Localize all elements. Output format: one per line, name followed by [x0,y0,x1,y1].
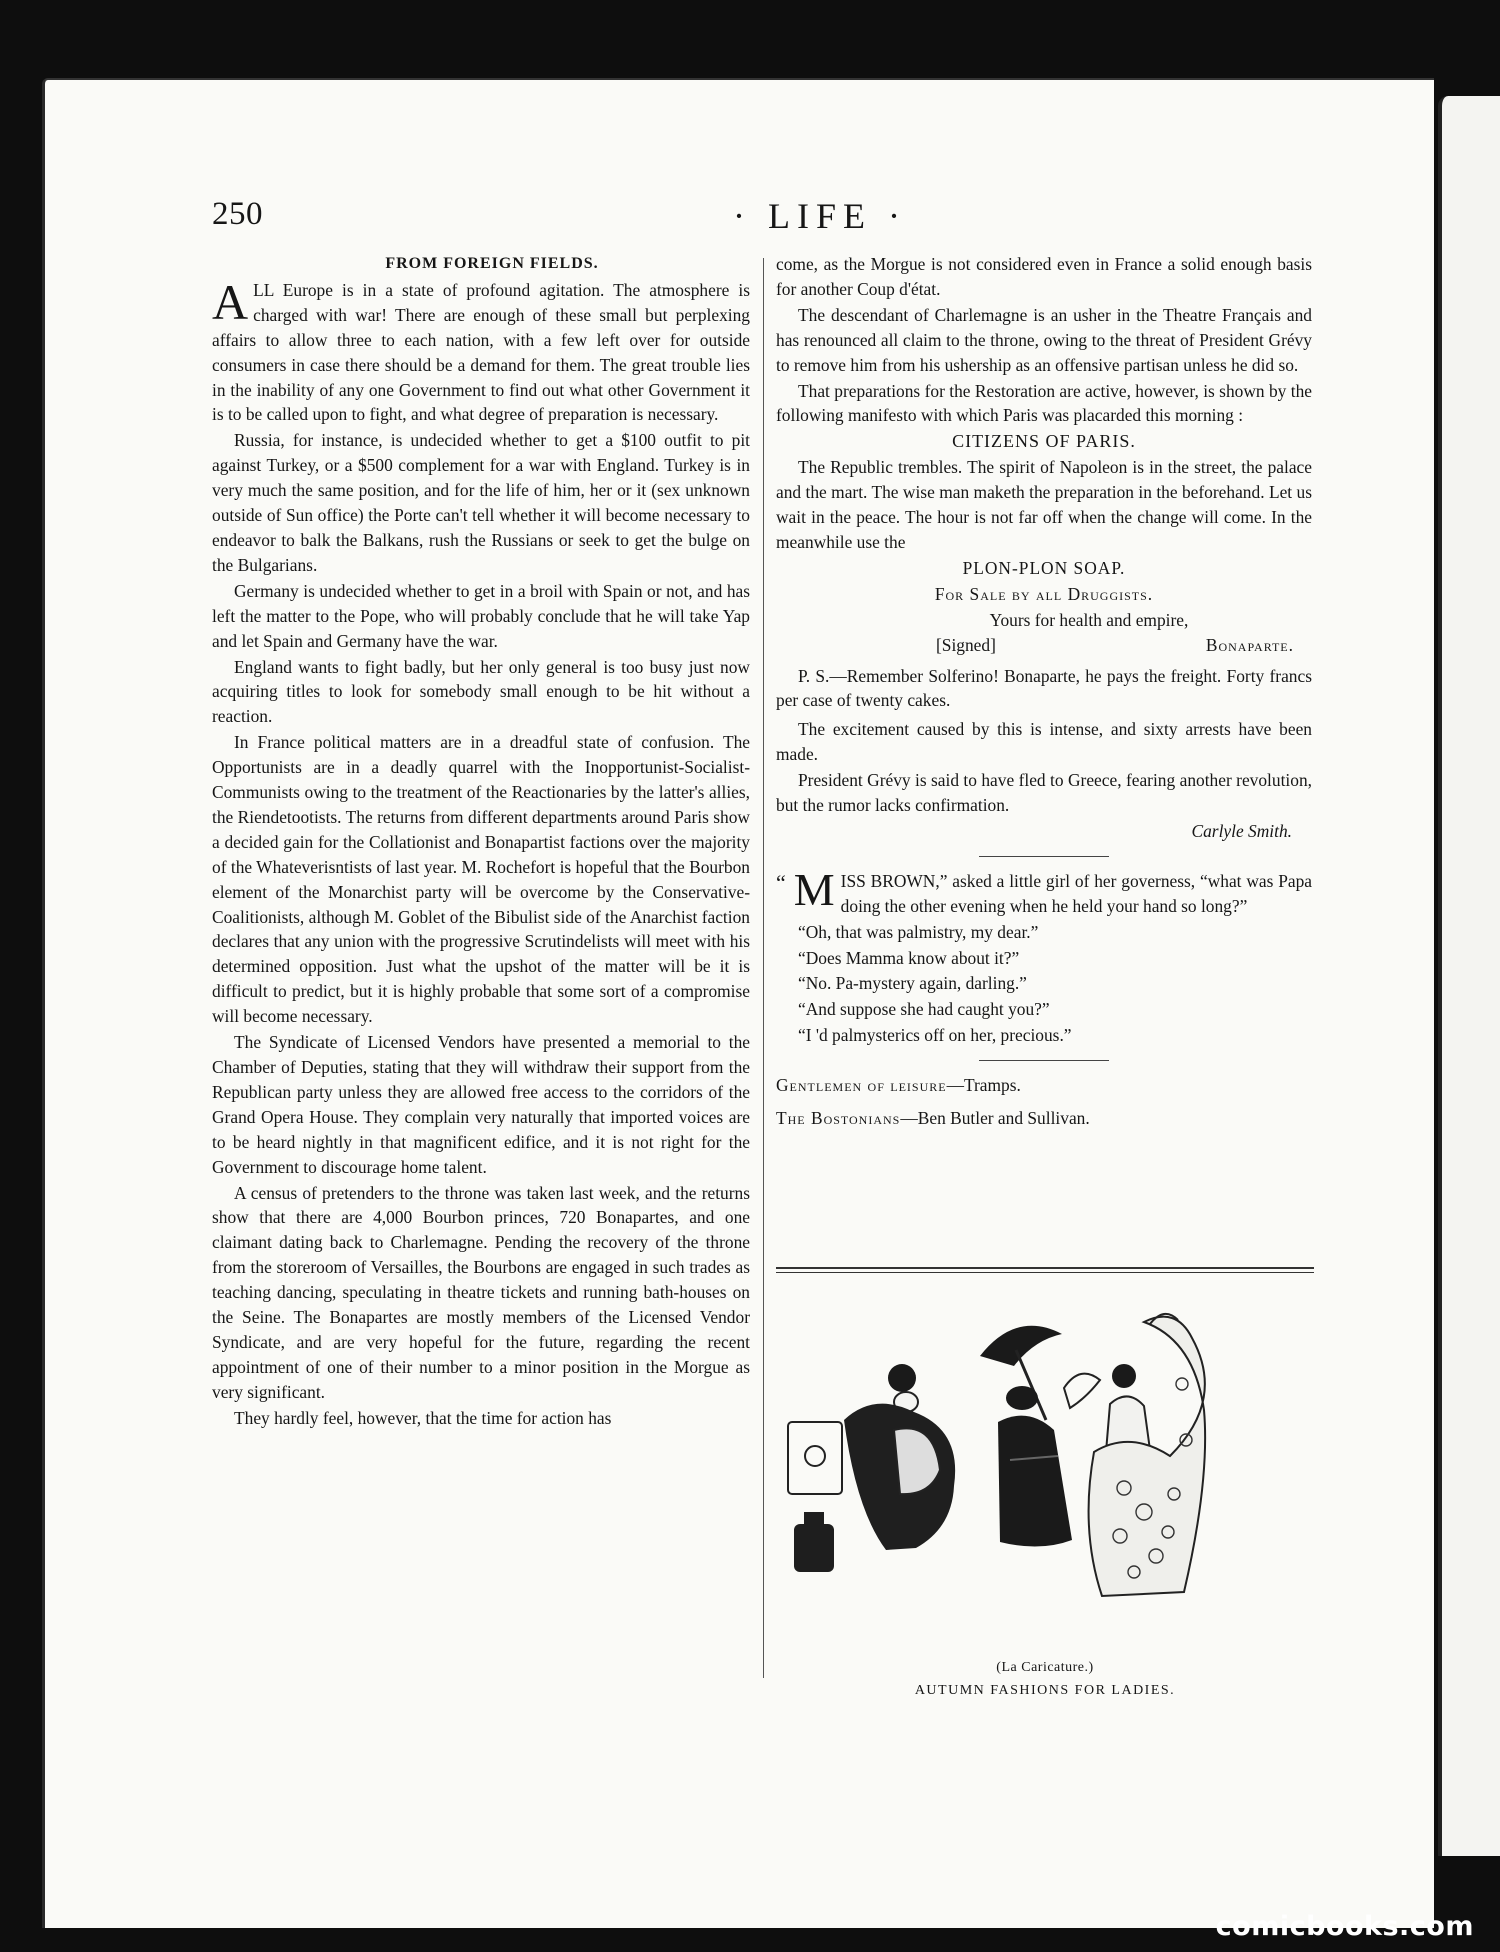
drop-cap: A [212,273,249,330]
label-card [788,1422,842,1494]
figure-middle-dress [998,1416,1072,1547]
article-paragraph: In France political matters are in a dreadful state of confusion. The Opportunists are in a deadly quarrel with the Inopportunist-Socialist-Communists owing to the treatment of the Reactionaries by the latter's allies, the Riendetootists. The returns from different departments around Paris show a decided gain for the Collationist and Bonapartist factions over the majority of the Whateverisntists of last year. M. Rochefort is hopeful that the Bourbon element of the Monarchist party will be overcome by the Conservative-Coalitionists, although M. Goblet of the Bibulist side of the Anarchist faction declares that any union with the progressive Scrutindelists will meet with his determined opposition. Just what the upshot of the matter will be it is difficult to predict, but it is highly probable that some sort of a compromise will become necessary. [212,732,750,1027]
signer-name: Bonaparte. [1205,634,1294,655]
hat-middle [1006,1386,1038,1410]
hand-fan [1064,1374,1100,1408]
double-rule [776,1267,1314,1273]
miss-brown-paragraph [776,863,1312,919]
dialogue-line: “And suppose she had caught you?” [798,999,1050,1020]
column-divider [763,258,764,1678]
article-paragraph: come, as the Morgue is not considered even in France a solid enough basis for another Coup d'état. [776,254,1312,299]
article-paragraph: The descendant of Charlemagne is an usher in the Theatre Français and has renounced all claim to the throne, owing to the threat of President Grévy to remove him from his ushership as an offensive partisan unless he did so. [776,304,1312,375]
section-rule [979,856,1109,857]
article-paragraph: The Syndicate of Licensed Vendors have presented a memorial to the Chamber of Deputies, stating that they will withdraw their support from the Republican party unless they are allowed free access to the corridors of the Grand Opera House. They complain very naturally that imported voices are to be heard nightly in that magnificent edifice, and it is not right for the Government to discourage home talent. [212,1032,750,1177]
hair-right [1112,1364,1136,1388]
article-paragraph: That preparations for the Restoration are active, however, is shown by the following manifesto with which Paris was placarded this morning : [776,380,1312,426]
dialogue-line: “No. Pa-mystery again, darling.” [798,973,1027,994]
perfume-bottle [794,1524,834,1572]
article-paragraph [212,273,750,427]
manifesto-body: The Republic trembles. The spirit of Napoleon is in the street, the palace and the mart. The wise man maketh the preparation in the beforehand. Let us wait in the peace. The hour is not far off when the change will come. In the meanwhile use the [776,457,1312,552]
article-paragraph: They hardly feel, however, that the time for action has [234,1407,612,1428]
article-title: FROM FOREIGN FIELDS. [385,255,599,272]
figure-right-dress [1089,1317,1206,1596]
section-rule [979,1060,1109,1061]
quip-paragraph [776,1073,1312,1098]
left-column [212,252,750,1431]
cartoon-source: (La Caricature.) [996,1660,1094,1675]
running-head [212,196,1332,242]
cartoon-illustration [784,1280,1306,1650]
masthead-title: · LIFE · [733,196,907,236]
site-watermark: comicbooks.com [1215,1911,1474,1942]
paragraph-text: LL Europe is in a state of profound agitation. The atmosphere is charged with war! There are enough of these small but perplexing affairs to allow three to each nation, with a few left over for outside consumers in case there should be a demand for them. The great trouble lies in the inability of any one Government to find out what other Government it is to be called upon to fight, and what degree of preparation is necessary. [212,279,750,425]
postscript: P. S.—Remember Solferino! Bonaparte, he pays the freight. Forty francs per case of twenty cakes. [776,665,1312,711]
drop-cap: M [793,863,835,915]
article-paragraph: England wants to fight badly, but her only general is too busy just now acquiring titles to look for somebody small enough to be hit without a reaction. [212,656,750,727]
open-quote: “ [776,869,786,895]
dialogue-line: “Does Mamma know about it?” [798,947,1020,968]
quip-lead: The Bostonians [776,1108,901,1129]
dialogue-line: “I 'd palmysterics off on her, precious.” [798,1025,1072,1046]
next-page-edge [1438,96,1500,1856]
article-paragraph: A census of pretenders to the throne was taken last week, and the returns show that there are 4,000 Bourbon princes, 720 Bonapartes, and one claimant dating back to Charlemagne. Pending the recovery of the throne from the storeroom of Versailles, the Bourbons are engaged in such trades as teaching dancing, speculating in theatre tickets and running bath-houses on the Seine. The Bonapartes are mostly members of the Licensed Vendor Syndicate, and are very hopeful for the future, regarding the recent appointment of one of their number to a minor position in the Morgue as very significant. [212,1182,750,1402]
article-paragraph: Germany is undecided whether to get in a broil with Spain or not, and has left the matter to the Pope, who will probably conclude that he will take Yap and let Spain and Germany have the war. [212,580,750,651]
cartoon-caption: AUTUMN FASHIONS FOR LADIES. [914,1683,1176,1698]
article-paragraph: Russia, for instance, is undecided whether to get a $100 outfit to pit against Turkey, or a $500 complement for a war with England. Turkey is in very much the same position, and for the life of him, her or it (sex unknown outside of Sun office) the Porte can't tell whether it will become necessary to endeavor to balk the Balkans, rush the Russians or seek to get the bulge on the Bulgarians. [212,430,750,575]
byline: Carlyle Smith. [1191,820,1292,841]
right-column [776,252,1312,1131]
hat-left [888,1364,916,1392]
dialogue-line: “Oh, that was palmistry, my dear.” [798,921,1039,942]
quip-text: —Ben Butler and Sullivan. [900,1108,1090,1129]
article-paragraph: The excitement caused by this is intense, and sixty arrests have been made. [776,719,1312,765]
quip-paragraph [776,1106,1312,1131]
yours-line: Yours for health and empire, [989,609,1189,630]
druggists-line: For Sale by all Druggists. [934,583,1154,604]
signed-label: [Signed] [936,634,996,655]
quip-text: —Tramps. [946,1075,1021,1096]
quip-lead: Gentlemen of leisure [776,1075,947,1096]
article-paragraph: President Grévy is said to have fled to Greece, fearing another revolution, but the rumor lacks confirmation. [776,770,1312,816]
page-number: 250 [212,196,263,232]
manifesto-title: CITIZENS OF PARIS. [952,431,1136,452]
soap-ad: PLON-PLON SOAP. [962,557,1126,578]
paragraph-text: ISS BROWN,” asked a little girl of her governess, “what was Papa doing the other evening when he held your hand so long?” [840,870,1312,916]
signature-row [776,633,1312,658]
